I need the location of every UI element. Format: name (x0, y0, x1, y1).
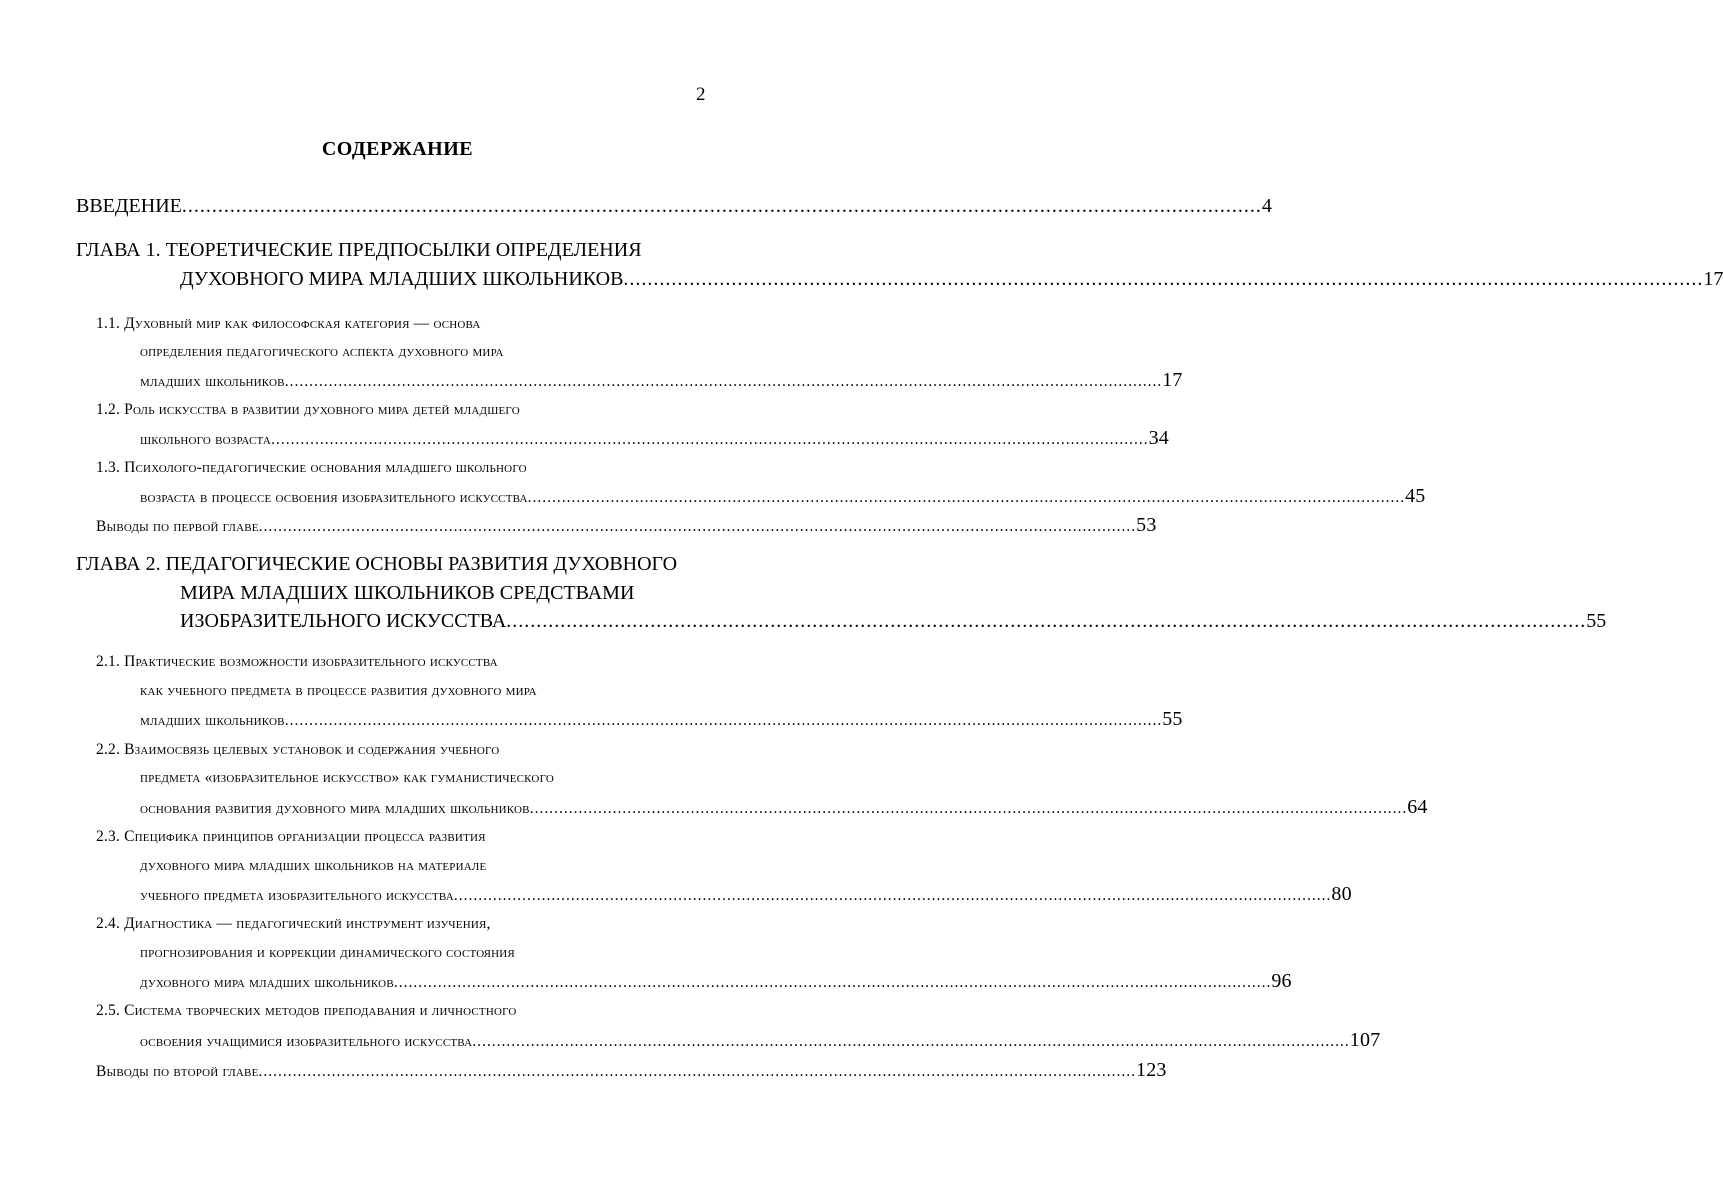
leader-dots: .................................................................................................................................................................................... (472, 1033, 1350, 1050)
toc-section-1-3-line1[interactable]: 1.3. Психолого-педагогические основания младшего школьного (96, 459, 527, 476)
toc-section-2-2-line2[interactable]: предмета «изобразительное искусство» как гуманистического (140, 769, 555, 786)
toc-entry-label: ИЗОБРАЗИТЕЛЬНОГО ИСКУССТВА (180, 610, 507, 632)
toc-entry-conclusions-1[interactable] (96, 511, 1157, 539)
toc-section-2-4-line3[interactable] (140, 967, 1292, 995)
toc-entry-introduction[interactable] (76, 192, 1272, 220)
leader-dots: .................................................................................................................................................................................... (527, 489, 1406, 506)
toc-section-2-3-line1[interactable]: 2.3. Специфика принципов организации процесса развития (96, 828, 486, 845)
toc-section-1-1-line2[interactable]: определения педагогического аспекта духовного мира (140, 343, 504, 360)
toc-section-1-1-line1[interactable]: 1.1. Духовный мир как философская категория — основа (96, 315, 481, 332)
toc-section-1-2-line1[interactable]: 1.2. Роль искусства в развитии духовного мира детей младшего (96, 401, 520, 418)
toc-entry-label: основания развития духовного мира младших школьников (140, 800, 530, 817)
toc-section-2-4-line2[interactable]: прогнозирования и коррекции динамического состояния (140, 944, 515, 961)
toc-section-2-1-line3[interactable] (140, 705, 1183, 733)
toc-entry-page: 55 (1586, 610, 1607, 632)
toc-entry-page: 55 (1162, 708, 1183, 730)
leader-dots: .................................................................................................................................................................................... (529, 800, 1408, 817)
toc-entry-label: младших школьников (140, 373, 285, 390)
toc-entry-page: 45 (1405, 485, 1426, 507)
toc-entry-label: младших школьников (140, 712, 285, 729)
toc-entry-page: 107 (1349, 1029, 1381, 1051)
leader-dots: .................................................................................................................................................................................... (258, 1063, 1137, 1080)
toc-entry-page: 4 (1261, 195, 1272, 217)
toc-entry-page: 17 (1703, 268, 1723, 290)
toc-entry-page: 64 (1407, 796, 1428, 818)
toc-section-1-3-line2[interactable] (140, 482, 1426, 510)
toc-section-2-5-line2[interactable] (140, 1026, 1381, 1054)
toc-section-2-2-line3[interactable] (140, 793, 1428, 821)
leader-dots: .................................................................................................................................................................................... (271, 431, 1149, 448)
toc-entry-page: 96 (1271, 970, 1292, 992)
toc-chapter2-line3[interactable] (180, 607, 1607, 635)
toc-section-1-2-line2[interactable] (140, 424, 1169, 452)
toc-entry-label: Выводы по первой главе (96, 518, 259, 535)
leader-dots: .................................................................................................................................................................................... (284, 373, 1163, 390)
toc-section-2-1-line2[interactable]: как учебного предмета в процессе развития духовного мира (140, 682, 537, 699)
page-number: 2 (696, 84, 706, 105)
toc-section-2-4-line1[interactable]: 2.4. Диагностика — педагогический инструмент изучения, (96, 915, 491, 932)
leader-dots: .................................................................................................................................................................................... (623, 268, 1704, 290)
toc-entry-page: 53 (1136, 514, 1157, 536)
toc-section-2-2-line1[interactable]: 2.2. Взаимосвязь целевых установок и содержания учебного (96, 741, 500, 758)
leader-dots: .................................................................................................................................................................................... (506, 610, 1587, 632)
toc-entry-page: 17 (1162, 369, 1183, 391)
toc-entry-label: ДУХОВНОГО МИРА МЛАДШИХ ШКОЛЬНИКОВ (180, 268, 624, 290)
toc-entry-label: Выводы по второй главе (96, 1063, 259, 1080)
leader-dots: .................................................................................................................................................................................... (284, 712, 1163, 729)
page-title: СОДЕРЖАНИЕ (321, 138, 474, 160)
toc-entry-page: 80 (1331, 883, 1352, 905)
toc-section-2-3-line3[interactable] (140, 880, 1352, 908)
toc-section-2-1-line1[interactable]: 2.1. Практические возможности изобразительного искусства (96, 653, 498, 670)
toc-entry-label: духовного мира младших школьников (140, 974, 394, 991)
toc-entry-conclusions-2[interactable] (96, 1056, 1167, 1084)
leader-dots: .................................................................................................................................................................................... (181, 195, 1262, 217)
toc-entry-label: учебного предмета изобразительного искусства (140, 887, 454, 904)
toc-chapter2-line2[interactable]: МИРА МЛАДШИХ ШКОЛЬНИКОВ СРЕДСТВАМИ (180, 582, 635, 604)
toc-entry-label: ВВЕДЕНИЕ (76, 195, 182, 217)
toc-chapter1-line2[interactable] (180, 265, 1723, 293)
leader-dots: .................................................................................................................................................................................... (393, 974, 1272, 991)
toc-section-1-1-line3[interactable] (140, 366, 1183, 394)
toc-entry-label: возраста в процессе освоения изобразительного искусства (140, 489, 528, 506)
toc-entry-page: 123 (1136, 1059, 1167, 1081)
toc-section-2-3-line2[interactable]: духовного мира младших школьников на материале (140, 857, 487, 874)
toc-entry-page: 34 (1148, 427, 1169, 449)
leader-dots: .................................................................................................................................................................................... (453, 887, 1332, 904)
leader-dots: .................................................................................................................................................................................... (258, 518, 1137, 535)
toc-chapter2-line1[interactable]: ГЛАВА 2. ПЕДАГОГИЧЕСКИЕ ОСНОВЫ РАЗВИТИЯ ДУХОВНОГО (76, 553, 678, 575)
toc-entry-label: освоения учащимися изобразительного искусства (140, 1033, 473, 1050)
toc-section-2-5-line1[interactable]: 2.5. Система творческих методов преподавания и личностного (96, 1002, 517, 1019)
toc-entry-label: школьного возраста (140, 431, 272, 448)
toc-chapter1-line1[interactable]: ГЛАВА 1. ТЕОРЕТИЧЕСКИЕ ПРЕДПОСЫЛКИ ОПРЕДЕЛЕНИЯ (76, 239, 642, 261)
